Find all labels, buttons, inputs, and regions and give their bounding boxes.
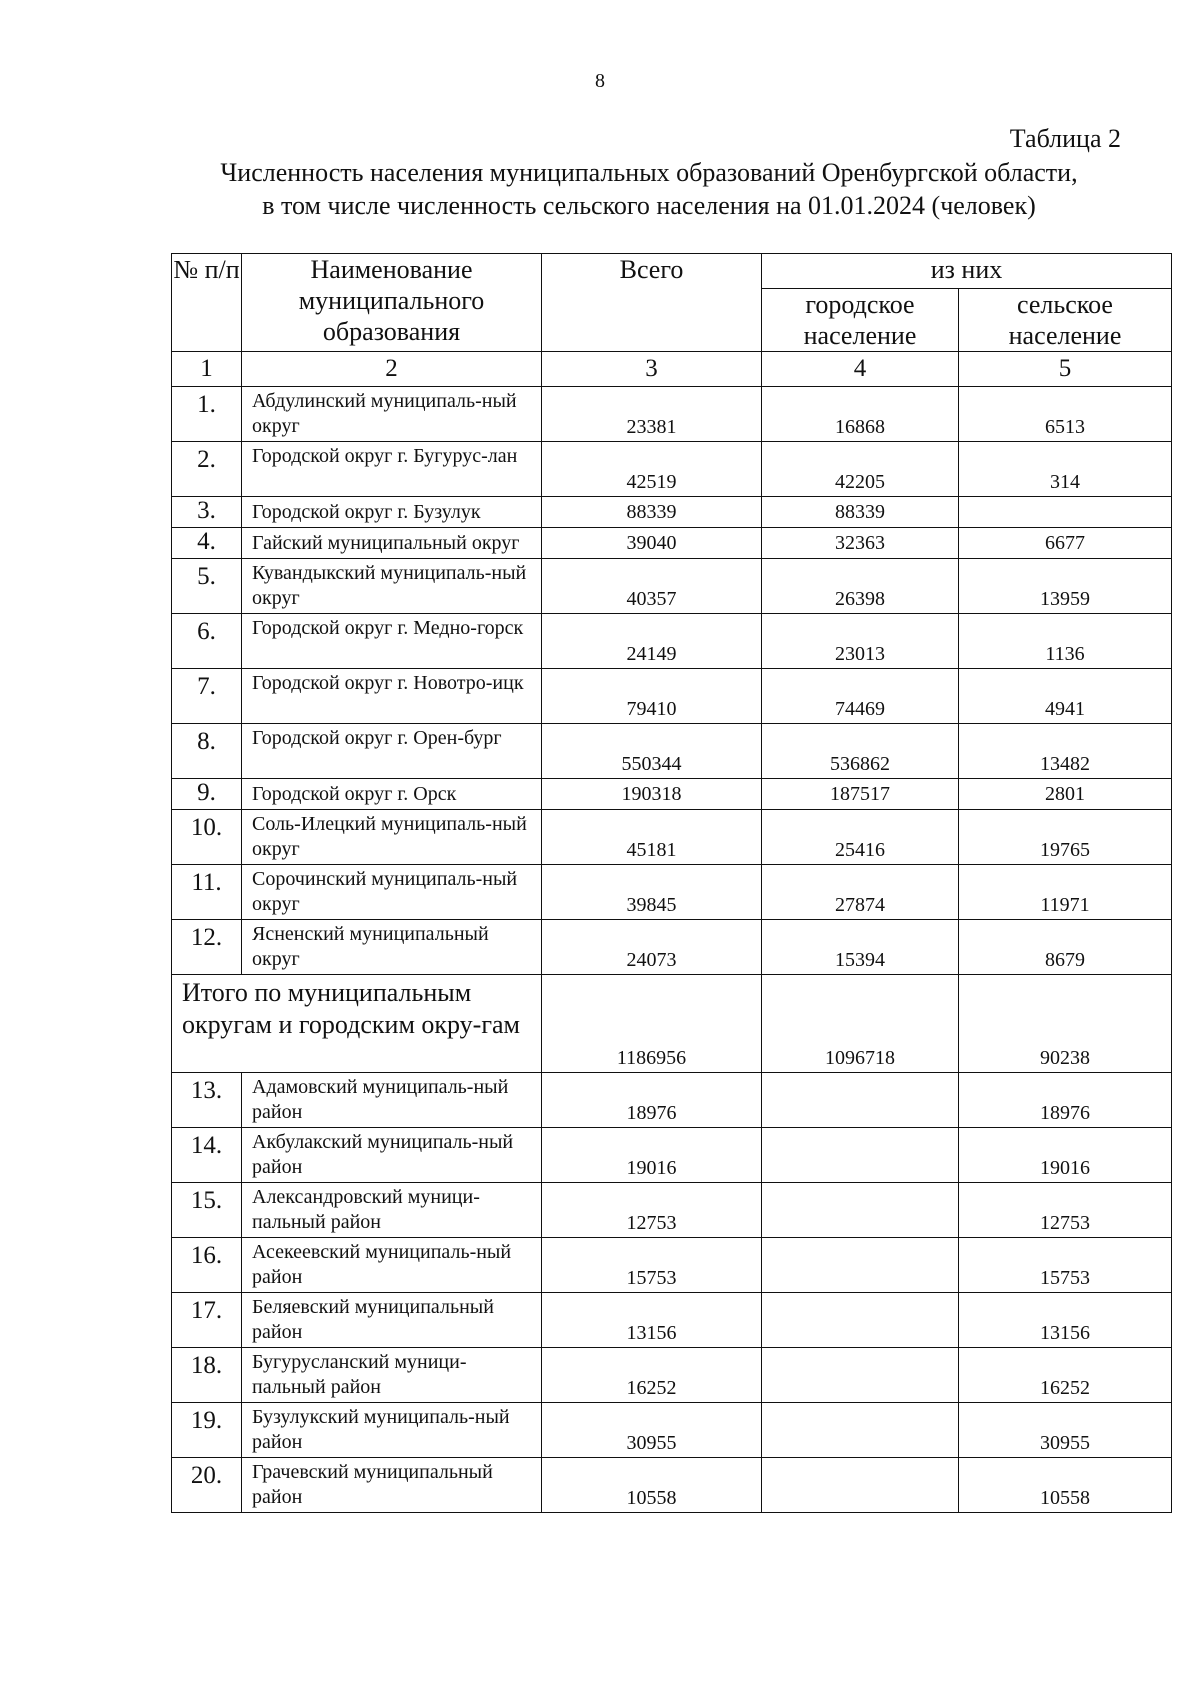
row-rural: 19016 bbox=[959, 1128, 1172, 1183]
row-total: 16252 bbox=[542, 1348, 762, 1403]
subtotal-rural: 90238 bbox=[959, 975, 1172, 1073]
row-index: 16. bbox=[172, 1238, 242, 1293]
column-number: 2 bbox=[242, 352, 542, 387]
table-row bbox=[172, 810, 1172, 865]
row-total: 45181 bbox=[542, 810, 762, 865]
row-name: Гайский муниципальный округ bbox=[242, 528, 542, 559]
row-urban: 536862 bbox=[762, 724, 959, 779]
row-urban: 187517 bbox=[762, 779, 959, 810]
row-name: Городской округ г. Бугурус-лан bbox=[242, 442, 542, 497]
row-index: 9. bbox=[172, 779, 242, 810]
column-number: 1 bbox=[172, 352, 242, 387]
row-urban: 88339 bbox=[762, 497, 959, 528]
row-name: Бузулукский муниципаль-ный район bbox=[242, 1403, 542, 1458]
row-index: 11. bbox=[172, 865, 242, 920]
table-row bbox=[172, 1128, 1172, 1183]
row-total: 15753 bbox=[542, 1238, 762, 1293]
row-urban bbox=[762, 1183, 959, 1238]
row-rural: 1136 bbox=[959, 614, 1172, 669]
row-index: 4. bbox=[172, 528, 242, 559]
row-index: 5. bbox=[172, 559, 242, 614]
row-urban: 16868 bbox=[762, 387, 959, 442]
row-name: Бугурусланский муници-пальный район bbox=[242, 1348, 542, 1403]
row-urban: 26398 bbox=[762, 559, 959, 614]
table-row bbox=[172, 559, 1172, 614]
header-rural: сельское население bbox=[959, 289, 1172, 352]
table-row bbox=[172, 779, 1172, 810]
row-index: 18. bbox=[172, 1348, 242, 1403]
row-urban bbox=[762, 1128, 959, 1183]
row-name: Кувандыкский муниципаль-ный округ bbox=[242, 559, 542, 614]
row-urban bbox=[762, 1348, 959, 1403]
row-index: 3. bbox=[172, 497, 242, 528]
row-total: 40357 bbox=[542, 559, 762, 614]
row-index: 14. bbox=[172, 1128, 242, 1183]
table-row bbox=[172, 497, 1172, 528]
table-row bbox=[172, 1348, 1172, 1403]
row-urban: 32363 bbox=[762, 528, 959, 559]
title-line: Численность населения муниципальных образований Оренбургской области, bbox=[220, 158, 1078, 187]
row-urban: 25416 bbox=[762, 810, 959, 865]
row-urban bbox=[762, 1458, 959, 1513]
table-row bbox=[172, 920, 1172, 975]
row-rural: 16252 bbox=[959, 1348, 1172, 1403]
row-urban bbox=[762, 1293, 959, 1348]
row-total: 39845 bbox=[542, 865, 762, 920]
row-rural: 12753 bbox=[959, 1183, 1172, 1238]
row-name: Абдулинский муниципаль-ный округ bbox=[242, 387, 542, 442]
row-urban: 74469 bbox=[762, 669, 959, 724]
table-title bbox=[120, 156, 1178, 222]
row-name: Ясненский муниципальный округ bbox=[242, 920, 542, 975]
row-rural: 11971 bbox=[959, 865, 1172, 920]
row-rural bbox=[959, 497, 1172, 528]
table-row bbox=[172, 669, 1172, 724]
table-row bbox=[172, 442, 1172, 497]
table-row bbox=[172, 528, 1172, 559]
row-total: 550344 bbox=[542, 724, 762, 779]
row-name: Городской округ г. Орен-бург bbox=[242, 724, 542, 779]
row-urban: 23013 bbox=[762, 614, 959, 669]
row-total: 13156 bbox=[542, 1293, 762, 1348]
row-index: 1. bbox=[172, 387, 242, 442]
row-rural: 2801 bbox=[959, 779, 1172, 810]
row-urban: 15394 bbox=[762, 920, 959, 975]
row-name: Акбулакский муниципаль-ный район bbox=[242, 1128, 542, 1183]
row-name: Грачевский муниципальный район bbox=[242, 1458, 542, 1513]
subtotal-urban: 1096718 bbox=[762, 975, 959, 1073]
population-table bbox=[171, 253, 1172, 1513]
table-row bbox=[172, 614, 1172, 669]
column-number: 4 bbox=[762, 352, 959, 387]
row-name: Городской округ г. Медно-горск bbox=[242, 614, 542, 669]
row-urban bbox=[762, 1073, 959, 1128]
table-row bbox=[172, 865, 1172, 920]
row-urban: 42205 bbox=[762, 442, 959, 497]
subtotal-row bbox=[172, 975, 1172, 1073]
table-row bbox=[172, 1293, 1172, 1348]
table-row bbox=[172, 1403, 1172, 1458]
subtotal-label: Итого по муниципальным округам и городским окру-гам bbox=[172, 975, 542, 1073]
row-rural: 13959 bbox=[959, 559, 1172, 614]
row-rural: 4941 bbox=[959, 669, 1172, 724]
row-index: 6. bbox=[172, 614, 242, 669]
row-index: 19. bbox=[172, 1403, 242, 1458]
page-number: 8 bbox=[595, 70, 605, 92]
table-row bbox=[172, 387, 1172, 442]
column-number: 5 bbox=[959, 352, 1172, 387]
row-index: 7. bbox=[172, 669, 242, 724]
row-rural: 13482 bbox=[959, 724, 1172, 779]
row-total: 24149 bbox=[542, 614, 762, 669]
table-row bbox=[172, 1458, 1172, 1513]
row-name: Адамовский муниципаль-ный район bbox=[242, 1073, 542, 1128]
row-rural: 13156 bbox=[959, 1293, 1172, 1348]
row-total: 10558 bbox=[542, 1458, 762, 1513]
row-name: Асекеевский муниципаль-ный район bbox=[242, 1238, 542, 1293]
row-rural: 10558 bbox=[959, 1458, 1172, 1513]
row-rural: 6677 bbox=[959, 528, 1172, 559]
row-total: 23381 bbox=[542, 387, 762, 442]
row-index: 2. bbox=[172, 442, 242, 497]
row-name: Городской округ г. Бузулук bbox=[242, 497, 542, 528]
row-name: Александровский муници-пальный район bbox=[242, 1183, 542, 1238]
row-total: 24073 bbox=[542, 920, 762, 975]
row-name: Беляевский муниципальный район bbox=[242, 1293, 542, 1348]
title-line: в том числе численность сельского населения на 01.01.2024 (человек) bbox=[262, 191, 1036, 220]
row-rural: 314 bbox=[959, 442, 1172, 497]
row-rural: 18976 bbox=[959, 1073, 1172, 1128]
row-total: 79410 bbox=[542, 669, 762, 724]
row-urban: 27874 bbox=[762, 865, 959, 920]
row-index: 17. bbox=[172, 1293, 242, 1348]
header-total: Всего bbox=[542, 254, 762, 352]
row-urban bbox=[762, 1238, 959, 1293]
row-index: 10. bbox=[172, 810, 242, 865]
row-total: 42519 bbox=[542, 442, 762, 497]
row-total: 12753 bbox=[542, 1183, 762, 1238]
row-index: 13. bbox=[172, 1073, 242, 1128]
header-group: из них bbox=[762, 254, 1172, 289]
table-row bbox=[172, 1073, 1172, 1128]
row-index: 12. bbox=[172, 920, 242, 975]
row-index: 20. bbox=[172, 1458, 242, 1513]
row-index: 15. bbox=[172, 1183, 242, 1238]
row-name: Сорочинский муниципаль-ный округ bbox=[242, 865, 542, 920]
header-urban: городское население bbox=[762, 289, 959, 352]
row-rural: 8679 bbox=[959, 920, 1172, 975]
subtotal-total: 1186956 bbox=[542, 975, 762, 1073]
header-name: Наименование муниципального образования bbox=[242, 254, 542, 352]
table-row bbox=[172, 1183, 1172, 1238]
row-total: 39040 bbox=[542, 528, 762, 559]
table-label: Таблица 2 bbox=[1009, 124, 1121, 153]
row-total: 18976 bbox=[542, 1073, 762, 1128]
table-row bbox=[172, 724, 1172, 779]
row-rural: 19765 bbox=[959, 810, 1172, 865]
row-rural: 6513 bbox=[959, 387, 1172, 442]
table-row bbox=[172, 1238, 1172, 1293]
row-rural: 15753 bbox=[959, 1238, 1172, 1293]
row-index: 8. bbox=[172, 724, 242, 779]
row-total: 30955 bbox=[542, 1403, 762, 1458]
row-total: 19016 bbox=[542, 1128, 762, 1183]
header-index: № п/п bbox=[172, 254, 242, 352]
column-number: 3 bbox=[542, 352, 762, 387]
row-total: 190318 bbox=[542, 779, 762, 810]
row-name: Соль-Илецкий муниципаль-ный округ bbox=[242, 810, 542, 865]
row-total: 88339 bbox=[542, 497, 762, 528]
row-name: Городской округ г. Новотро-ицк bbox=[242, 669, 542, 724]
row-name: Городской округ г. Орск bbox=[242, 779, 542, 810]
row-rural: 30955 bbox=[959, 1403, 1172, 1458]
row-urban bbox=[762, 1403, 959, 1458]
